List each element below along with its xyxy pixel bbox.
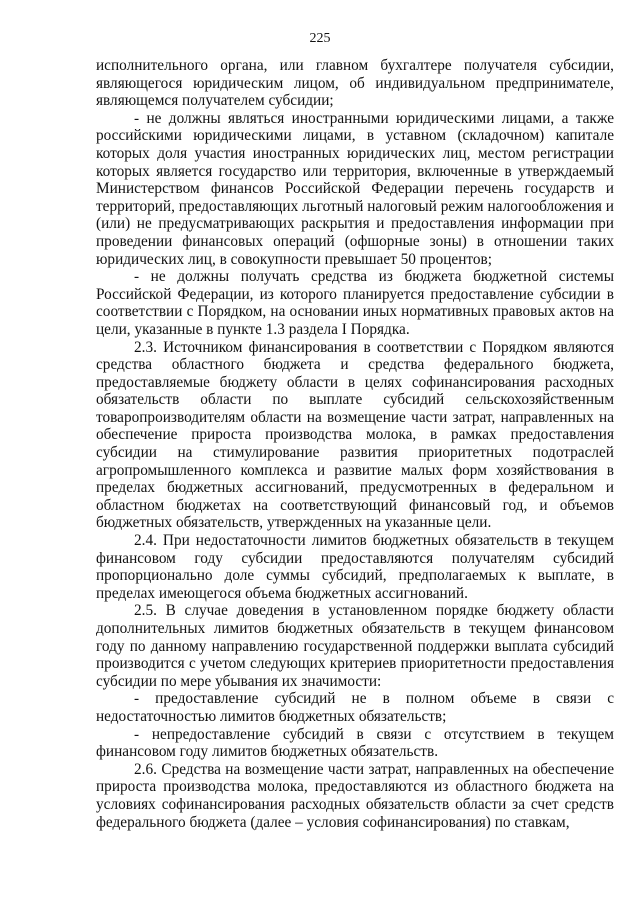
paragraph-2-3: 2.3. Источником финансирования в соответствии с Порядком являются средства областного бюджета и средства федерального бюджета, предоставляемые бюджету области в целях софинансирования расходных обязательств области по выплате субсидий сельскохозяйственным товаропроизводителям области на возмещение части затрат, направленных на обеспечение прироста производства молока, в рамках предоставления субсидии на стимулирование развития приоритетных подотраслей агропромышленного комплекса и развитие малых форм хозяйствования в пределах бюджетных ассигнований, предусмотренных в федеральном и областном бюджетах на соответствующий финансовый год, и объемов бюджетных обязательств, утвержденных на указанные цели.	[96, 338, 614, 532]
paragraph-foreign-entities: - не должны являться иностранными юридическими лицами, а также российскими юридическими лицами, в уставном (складочном) капитале которых доля участия иностранных юридических лиц, местом регистрации которых является государство или территория, включенные в утверждаемый Министерством финансов Российской Федерации перечень государств и территорий, предоставляющих льготный налоговый режим налогообложения и (или) не предусматривающих раскрытия и предоставления информации при проведении финансовых операций (офшорные зоны) в отношении таких юридических лиц, в совокупности превышает 50 процентов;	[96, 109, 614, 268]
paragraph-2-4: 2.4. При недостаточности лимитов бюджетных обязательств в текущем финансовом году субсидии предоставляются получателям субсидий пропорционально доле суммы субсидий, предполагаемых к выплате, в пределах имеющегося объема бюджетных ассигнований.	[96, 532, 614, 602]
paragraph-2-5: 2.5. В случае доведения в установленном порядке бюджету области дополнительных лимитов бюджетных обязательств в текущем финансовом году по данному направлению государственной поддержки выплата субсидий производится с учетом следующих критериев приоритетности предоставления субсидии по мере убывания их значимости:	[96, 602, 614, 690]
paragraph-no-budget-funds: - не должны получать средства из бюджета бюджетной системы Российской Федерации, из которого планируется предоставление субсидии в соответствии с Порядком, на основании иных нормативных правовых актов на цели, указанные в пункте 1.3 раздела I Порядка.	[96, 268, 614, 338]
paragraph-criterion-1: - предоставление субсидий не в полном объеме в связи с недостаточностью лимитов бюджетных обязательств;	[96, 690, 614, 725]
page-number: 225	[309, 31, 331, 46]
paragraph-criterion-2: - непредоставление субсидий в связи с отсутствием в текущем финансовом году лимитов бюджетных обязательств.	[96, 725, 614, 761]
paragraph-2-6: 2.6. Средства на возмещение части затрат, направленных на обеспечение прироста производства молока, предоставляются из областного бюджета на условиях софинансирования расходных обязательств области за счет средств федерального бюджета (далее – условия софинансирования) по ставкам,	[96, 760, 614, 831]
paragraph-recipient-info: исполнительного органа, или главном бухгалтере получателя субсидии, являющегося юридическим лицом, об индивидуальном предпринимателе, являющемся получателем субсидии;	[96, 57, 614, 110]
body-text	[96, 57, 614, 831]
